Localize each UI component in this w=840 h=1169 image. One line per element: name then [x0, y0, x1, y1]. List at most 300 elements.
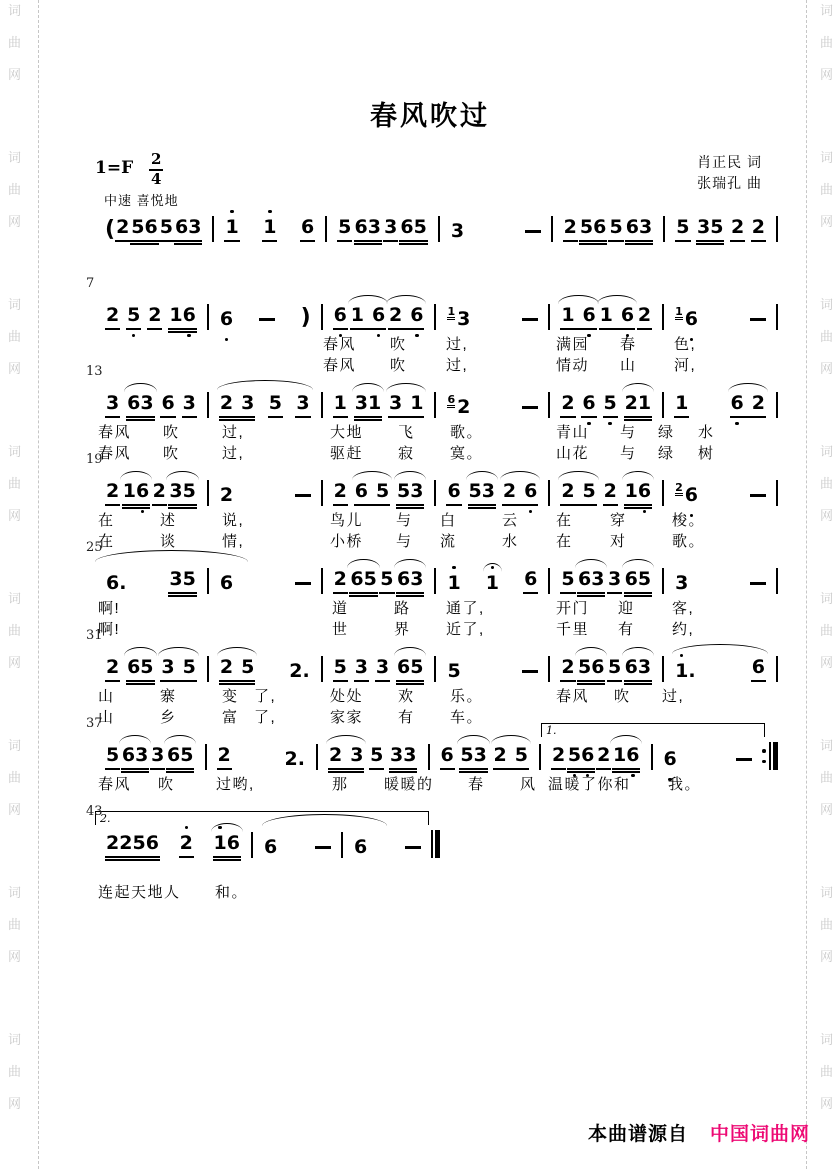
- note-char: 6: [685, 309, 698, 330]
- octave-dot-below: [735, 422, 738, 425]
- lyric-segment: 有: [398, 709, 415, 726]
- note-char: 2: [751, 216, 765, 238]
- note-token: [350, 305, 386, 330]
- grace-note: 6: [447, 393, 456, 406]
- notation-system: [95, 476, 778, 506]
- note-char: 2: [333, 568, 347, 590]
- final-barline: [431, 830, 440, 858]
- note-char: 2: [116, 216, 130, 238]
- note-char: 3: [390, 744, 404, 766]
- measure: [436, 569, 548, 594]
- note-char: 2: [502, 480, 517, 502]
- lyric-segment: 在: [556, 512, 573, 529]
- note-token: [333, 393, 348, 418]
- note-token: [399, 217, 427, 242]
- lyric-segment: 满园: [556, 336, 590, 353]
- note-token: [219, 657, 255, 682]
- lyric-segment: 树: [698, 445, 715, 462]
- note-char: 5: [637, 568, 652, 590]
- note-char: 2: [219, 484, 234, 506]
- note-char: 6: [354, 216, 368, 238]
- lyric-segment: 有: [618, 621, 635, 638]
- note-token: [696, 217, 724, 242]
- measure: [541, 745, 651, 770]
- note-char: 5: [447, 660, 461, 682]
- note-token: [446, 393, 471, 418]
- measure: [550, 569, 662, 594]
- measure: [327, 217, 438, 242]
- octave-dot-below: [643, 510, 646, 513]
- watermark-char: 网: [820, 67, 834, 82]
- note-char: 2: [730, 216, 745, 238]
- lyric-segment: 连起天地人: [98, 884, 181, 901]
- lyric-segment: 世: [332, 621, 349, 638]
- watermark-char: 词: [8, 1032, 22, 1047]
- measure: [664, 481, 776, 506]
- note-token: [379, 569, 394, 594]
- note-token: [560, 305, 596, 330]
- note-char: 2: [106, 656, 120, 678]
- note-char: 5: [604, 393, 617, 414]
- note-char: 1: [410, 392, 424, 414]
- note-char: 2: [219, 656, 234, 678]
- sustain-dash: [295, 494, 311, 497]
- notation-system: [95, 300, 778, 330]
- note-char: 2: [106, 480, 120, 502]
- watermark-char: 网: [820, 361, 834, 376]
- note-token: [333, 657, 348, 682]
- lyric-segment: 春风: [323, 357, 357, 374]
- octave-dot-below: [377, 334, 380, 337]
- lyric-segment: 客,: [672, 600, 695, 617]
- lyric-segment: 约,: [672, 621, 695, 638]
- note-token: [268, 393, 283, 418]
- measure: [209, 306, 321, 330]
- lyric-segment: 与: [396, 533, 413, 550]
- note-token: [396, 569, 424, 594]
- note-token: [160, 657, 196, 682]
- note-token: [126, 305, 141, 330]
- lyric-segment: 流: [440, 533, 457, 550]
- note-char: 5: [333, 656, 347, 678]
- note-char: 6: [354, 480, 368, 502]
- note-char: 2: [284, 748, 298, 770]
- note-token: [105, 481, 120, 506]
- note-token: [502, 481, 538, 506]
- lyric-segment: 吹: [163, 445, 180, 462]
- note-token: [603, 481, 618, 506]
- measure: [253, 837, 341, 858]
- measure-number: 31: [86, 628, 103, 643]
- note-char: 3: [350, 744, 364, 766]
- note-char: 6: [524, 481, 537, 502]
- notation-system: [95, 212, 778, 242]
- note-token: [596, 745, 611, 770]
- note-char: 1: [486, 573, 499, 594]
- note-char: 5: [579, 216, 594, 238]
- note-char: 3: [481, 480, 496, 502]
- measure: [95, 305, 207, 330]
- note-char: 6: [583, 305, 596, 326]
- measure: [664, 305, 776, 330]
- note-char: 2: [637, 304, 652, 326]
- note-token: [349, 569, 377, 594]
- time-signature-denominator: 4: [151, 169, 162, 188]
- octave-dot-below: [132, 334, 135, 337]
- measure: [436, 393, 548, 418]
- lyric-segment: 驱赶: [330, 445, 364, 462]
- note-char: .: [688, 660, 696, 682]
- note-char: 5: [413, 216, 427, 238]
- note-char: 3: [188, 216, 202, 238]
- note-char: 3: [607, 568, 622, 590]
- watermark-char: 词: [820, 885, 834, 900]
- lyric-segment: 通了,: [446, 600, 485, 617]
- lyric-segment: 富: [222, 709, 239, 726]
- measure: [323, 657, 435, 682]
- grace-note: 1: [675, 305, 683, 318]
- note-char: 5: [609, 216, 623, 238]
- measure: [436, 305, 548, 330]
- measure-number: 43: [86, 804, 103, 819]
- lyric-segment: 绿: [658, 445, 675, 462]
- composer-credit: 张瑞孔 曲: [697, 175, 762, 191]
- note-token: [105, 833, 160, 858]
- note-char: 2: [624, 392, 638, 414]
- lyric-segment: 歌。: [450, 424, 484, 441]
- lyric-segment: 水: [502, 533, 519, 550]
- measure: [323, 393, 435, 418]
- watermark-char: 网: [8, 508, 22, 523]
- watermark-char: 网: [8, 655, 22, 670]
- lyric-segment: 云: [502, 512, 519, 529]
- note-token: [624, 657, 652, 682]
- thin-barline: [431, 830, 433, 858]
- measure: [95, 833, 251, 858]
- note-char: 6: [582, 393, 595, 414]
- note-token: [560, 657, 575, 682]
- note-char: 6: [264, 836, 278, 858]
- note-char: 3: [151, 744, 165, 766]
- note-token: [121, 745, 149, 770]
- lyric-segment: 与: [620, 445, 637, 462]
- note-token: [219, 309, 234, 330]
- note-char: 3: [403, 744, 417, 766]
- note-char: 5: [710, 216, 724, 238]
- note-char: 2: [561, 656, 575, 678]
- barline: [776, 392, 778, 418]
- note-char: 6: [334, 305, 347, 326]
- note-token: [730, 393, 766, 418]
- note-char: 5: [182, 480, 196, 502]
- sustain-dash: [522, 406, 538, 409]
- note-token: [563, 217, 578, 242]
- note-token: [130, 217, 158, 242]
- watermark-char: 曲: [820, 35, 834, 50]
- octave-dot-below: [631, 774, 634, 777]
- lyric-segment: 对: [610, 533, 627, 550]
- note-char: 6: [664, 749, 677, 770]
- note-char: 5: [338, 216, 352, 238]
- note-char: 2: [603, 480, 617, 502]
- lyric-segment: 绿: [658, 424, 675, 441]
- note-token: [213, 833, 241, 858]
- watermark-char: 词: [820, 1032, 834, 1047]
- note-char: 1: [333, 392, 347, 414]
- note-token: [637, 305, 652, 330]
- note-char: 6: [397, 568, 411, 590]
- note-token: [577, 657, 605, 682]
- lyric-segment: 那: [332, 776, 349, 793]
- time-signature-numerator: 2: [149, 152, 163, 171]
- lyric-segment: 情,: [222, 533, 245, 550]
- measure: [318, 745, 428, 770]
- note-char: 5: [140, 656, 154, 678]
- sustain-dash: [525, 230, 541, 233]
- octave-dot-above: [230, 210, 233, 213]
- measure: [665, 217, 776, 242]
- note-token: [751, 657, 766, 682]
- watermark-char: 词: [8, 444, 22, 459]
- note-char: 2: [561, 480, 575, 502]
- lyric-segment: 家家: [330, 709, 364, 726]
- note-token: [607, 657, 622, 682]
- note-char: 5: [370, 744, 384, 766]
- note-char: .: [119, 572, 127, 594]
- lyric-segment: 在: [556, 533, 573, 550]
- lyric-segment: 寂: [398, 445, 415, 462]
- lyric-segment: 了,: [254, 709, 277, 726]
- note-char: 1: [675, 392, 689, 414]
- note-token: [674, 393, 689, 418]
- note-char: 5: [380, 568, 394, 590]
- volta-label: 1.: [546, 724, 557, 737]
- note-char: 2: [333, 480, 347, 502]
- parenthesis: (: [105, 217, 116, 242]
- note-char: 2: [561, 392, 575, 414]
- note-token: [440, 745, 455, 770]
- note-char: 3: [591, 568, 605, 590]
- note-token: [624, 569, 652, 594]
- sustain-dash: [295, 582, 311, 585]
- note-char: .: [297, 748, 305, 770]
- note-token: [388, 393, 424, 418]
- watermark-char: 网: [8, 1096, 22, 1111]
- lyric-segment: 吹: [390, 357, 407, 374]
- volta-bracket: [541, 723, 765, 737]
- measure: [209, 657, 321, 682]
- note-char: 3: [135, 744, 149, 766]
- watermark-char: 词: [8, 738, 22, 753]
- note-token: [354, 217, 382, 242]
- lyric-segment: 春: [468, 776, 485, 793]
- measure: [209, 573, 321, 594]
- measure: [343, 837, 431, 858]
- note-char: 6: [144, 216, 158, 238]
- note-token: [295, 393, 310, 418]
- note-char: 5: [410, 656, 424, 678]
- watermark-char: 词: [8, 885, 22, 900]
- lyric-segment: 寨: [160, 688, 177, 705]
- measure: [323, 481, 435, 506]
- note-char: 2: [563, 216, 577, 238]
- note-char: 2: [457, 396, 471, 418]
- note-token: [150, 745, 165, 770]
- note-char: 6: [226, 832, 240, 854]
- lyric-segment: 迎: [618, 600, 635, 617]
- note-token: [105, 305, 120, 330]
- note-token: [300, 217, 315, 242]
- lyric-segment: 情动: [556, 357, 590, 374]
- note-char: 3: [375, 656, 390, 678]
- note-token: [152, 481, 167, 506]
- notation-system: [95, 812, 440, 858]
- measure: [95, 217, 212, 242]
- note-char: 6: [524, 568, 538, 590]
- note-token: [333, 481, 348, 506]
- note-char: 3: [697, 216, 711, 238]
- note-char: 3: [241, 392, 255, 414]
- volta-label: 2.: [100, 812, 111, 825]
- note-char: 3: [389, 392, 403, 414]
- note-char: 6: [638, 481, 651, 502]
- note-token: [105, 657, 120, 682]
- note-char: 5: [182, 656, 196, 678]
- watermark-char: 曲: [820, 917, 834, 932]
- note-char: 5: [375, 480, 390, 502]
- measure: [207, 745, 317, 770]
- note-token: [337, 217, 352, 242]
- note-char: 6: [625, 216, 640, 238]
- lyric-segment: 温暖了你和: [548, 776, 631, 793]
- note-char: 3: [354, 392, 368, 414]
- note-token: [168, 569, 196, 594]
- note-token: [450, 221, 465, 242]
- measure: [550, 657, 662, 682]
- measure: [550, 305, 662, 330]
- note-token: [523, 569, 538, 594]
- lyric-segment: 处处: [330, 688, 364, 705]
- note-token: [560, 481, 596, 506]
- lyric-segment: 春: [620, 336, 637, 353]
- note-char: 2: [552, 744, 566, 766]
- barline: [776, 568, 778, 594]
- note-char: 2: [119, 832, 133, 854]
- lyric-segment: 啊!: [98, 621, 121, 638]
- note-char: 2: [389, 304, 403, 326]
- note-char: 3: [106, 392, 120, 414]
- note-token: [446, 305, 471, 330]
- note-token: [182, 393, 197, 418]
- note-token: [159, 217, 174, 242]
- note-char: 5: [561, 568, 575, 590]
- lyric-segment: 穿: [610, 512, 627, 529]
- note-char: 6: [591, 656, 605, 678]
- lyric-segment: 歌。: [672, 533, 706, 550]
- note-char: 6: [175, 216, 189, 238]
- watermark-char: 曲: [820, 770, 834, 785]
- note-token: [105, 393, 120, 418]
- footer-site-name: 中国词曲网: [709, 1124, 810, 1145]
- note-char: 2: [493, 744, 507, 766]
- watermark-char: 网: [8, 214, 22, 229]
- note-char: 6: [578, 568, 592, 590]
- watermark-char: 网: [820, 214, 834, 229]
- measure-number: 37: [86, 716, 103, 731]
- watermark-char: 曲: [8, 476, 22, 491]
- note-char: 5: [363, 568, 377, 590]
- note-token: [674, 305, 699, 330]
- note-char: 6: [161, 392, 175, 414]
- watermark-char: 网: [820, 655, 834, 670]
- note-token: [560, 569, 575, 594]
- note-char: 6: [621, 305, 634, 326]
- note-token: [354, 657, 369, 682]
- lyric-segment: 过,: [446, 336, 469, 353]
- note-char: 5: [131, 216, 145, 238]
- barline: [776, 304, 778, 330]
- note-char: 5: [607, 656, 622, 678]
- lyric-segment: 在: [98, 533, 115, 550]
- thick-barline: [435, 830, 440, 858]
- measure: [436, 661, 548, 682]
- note-char: 5: [514, 744, 528, 766]
- note-token: [468, 481, 496, 506]
- repeat-end-barline: [762, 742, 778, 770]
- lyric-segment: 山: [98, 688, 115, 705]
- note-token: [105, 573, 127, 594]
- note-char: 5: [468, 480, 482, 502]
- note-token: [284, 749, 306, 770]
- notation-system: [95, 652, 778, 682]
- lyric-segment: 与: [620, 424, 637, 441]
- octave-dot-above: [680, 654, 683, 657]
- note-token: [625, 217, 653, 242]
- lyric-segment: 在: [98, 512, 115, 529]
- measure: [550, 393, 662, 418]
- measure: [95, 657, 207, 682]
- note-char: 1: [599, 304, 613, 326]
- watermark-char: 网: [820, 1096, 834, 1111]
- note-char: 5: [568, 745, 581, 766]
- note-char: 1: [122, 480, 136, 502]
- note-token: [599, 305, 635, 330]
- lyric-segment: 我。: [668, 776, 702, 793]
- note-char: 1: [447, 573, 460, 594]
- lyric-segment: 青山: [556, 424, 590, 441]
- measure: [664, 657, 776, 682]
- note-token: [354, 481, 390, 506]
- lyric-segment: 山: [98, 709, 115, 726]
- watermark-char: 曲: [8, 1064, 22, 1079]
- lyric-segment: 车。: [450, 709, 484, 726]
- note-char: 6: [127, 392, 141, 414]
- measure: [430, 745, 540, 770]
- measure: [95, 745, 205, 770]
- sustain-dash: [259, 318, 275, 321]
- note-token: [608, 217, 623, 242]
- notation-system: [95, 724, 778, 770]
- measure: [323, 569, 435, 594]
- lyric-segment: 谈: [160, 533, 177, 550]
- watermark-char: 曲: [820, 182, 834, 197]
- lyric-segment: 过,: [222, 424, 245, 441]
- barline: [776, 480, 778, 506]
- note-char: 3: [450, 220, 465, 242]
- note-char: 3: [169, 480, 183, 502]
- lyric-segment: 啊!: [98, 600, 121, 617]
- watermark-char: 网: [8, 67, 22, 82]
